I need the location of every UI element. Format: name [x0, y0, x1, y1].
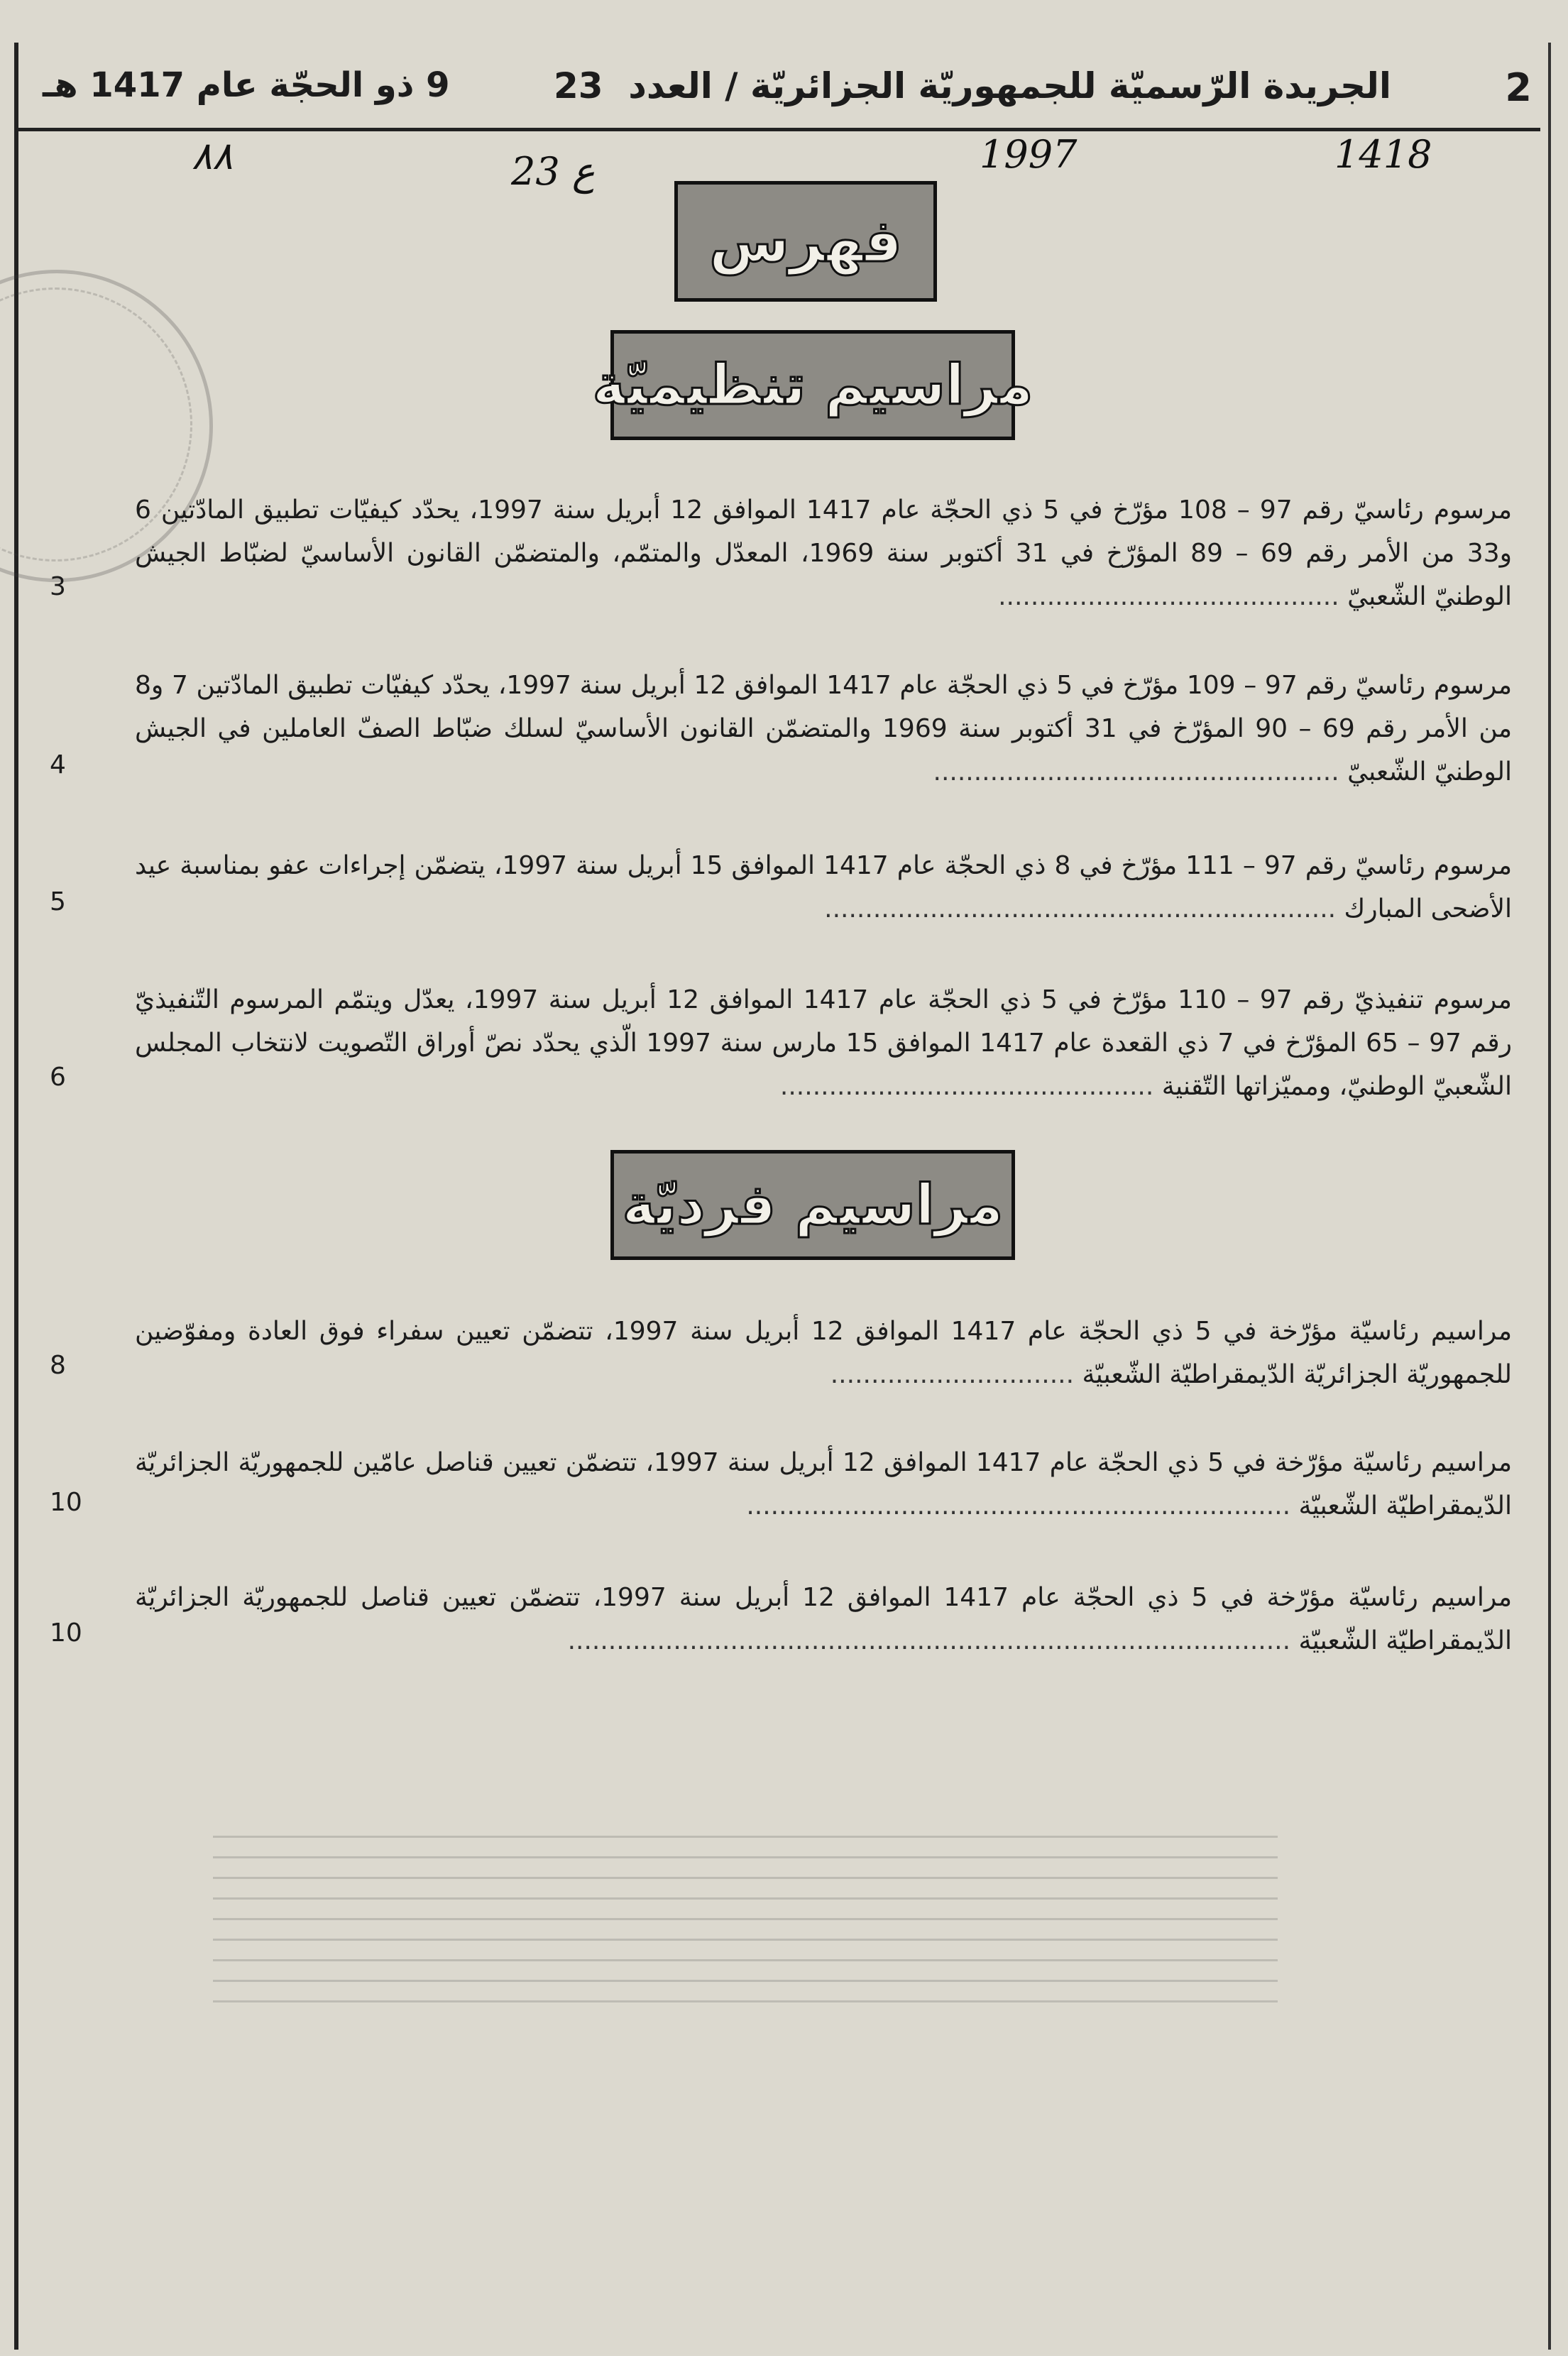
bleed-through-texture — [213, 1817, 1278, 2158]
toc-entry-page: 5 — [50, 887, 66, 916]
toc-entry[interactable]: مرسوم تنفيذيّ رقم 97 – 110 مؤرّخ في 5 ذي الحجّة عام 1417 الموافق 12 أبريل سنة 1997، يعدّل ويتمّم المرسوم التّنفيذيّ رقم 97 – 65 المؤرّخ في 7 ذي القعدة عام 1417 الموافق 15 مارس سنة 1997 الّذي يحدّد نصّ أوراق التّصويت لانتخاب المجلس الشّعبيّ الوطنيّ، ومميّزاتها التّقنية .............................................. — [135, 985, 1513, 1101]
toc-entry[interactable]: مرسوم رئاسيّ رقم 97 – 109 مؤرّخ في 5 ذي الحجّة عام 1417 الموافق 12 أبريل سنة 1997، يحدّد كيفيّات تطبيق المادّتين 7 و8 من الأمر رقم 69 – 90 المؤرّخ في 31 أكتوبر سنة 1969 والمتضمّن القانون الأساسيّ لسلك ضبّاط الصفّ العاملين في الجيش الوطنيّ الشّعبيّ .................................................. — [135, 671, 1513, 787]
toc-entry-page: 10 — [50, 1618, 82, 1648]
header-date: 9 ذو الحجّة عام 1417 هـ — [43, 65, 450, 105]
header-title: الجريدة الرّسميّة للجمهوريّة الجزائريّة / العدد — [628, 65, 1391, 106]
section-title-individual: مراسيم فرديّة — [622, 1173, 1004, 1237]
toc-entry-text: مرسوم رئاسيّ رقم 97 – 108 مؤرّخ في 5 ذي الحجّة عام 1417 الموافق 12 أبريل سنة 1997، يحدّد كيفيّات تطبيق المادّتين 6 و33 من الأمر رقم 69 – 89 المؤرّخ في 31 أكتوبر سنة 1969، المعدّل والمتمّم، والمتضمّن القانون الأساسيّ لضبّاط الجيش الوطنيّ الشّعبيّ — [135, 495, 1513, 611]
toc-entry-text: مراسيم رئاسيّة مؤرّخة في 5 ذي الحجّة عام 1417 الموافق 12 أبريل سنة 1997، تتضمّن تعيين سفراء فوق العادة ومفوّضين للجمهوريّة الجزائريّة الدّيمقراطيّة الشّعبيّة — [135, 1317, 1513, 1389]
toc-entry-text: مرسوم رئاسيّ رقم 97 – 109 مؤرّخ في 5 ذي الحجّة عام 1417 الموافق 12 أبريل سنة 1997، يحدّد كيفيّات تطبيق المادّتين 7 و8 من الأمر رقم 69 – 90 المؤرّخ في 31 أكتوبر سنة 1969 والمتضمّن القانون الأساسيّ لسلك ضبّاط الصفّ العاملين في الجيش الوطنيّ الشّعبيّ — [135, 671, 1513, 787]
index-title-box — [674, 181, 937, 302]
handwritten-ref: ٨٨ — [192, 133, 234, 178]
header-page-number: 2 — [1505, 65, 1532, 110]
toc-entry[interactable]: مراسيم رئاسيّة مؤرّخة في 5 ذي الحجّة عام 1417 الموافق 12 أبريل سنة 1997، تتضمّن تعيين سفراء فوق العادة ومفوّضين للجمهوريّة الجزائريّة الدّيمقراطيّة الشّعبيّة .............................. — [135, 1317, 1513, 1389]
toc-entry-page: 3 — [50, 572, 66, 601]
header-issue-number: 23 — [554, 65, 603, 106]
toc-entry[interactable]: مراسيم رئاسيّة مؤرّخة في 5 ذي الحجّة عام 1417 الموافق 12 أبريل سنة 1997، تتضمّن تعيين قناصل للجمهوريّة الجزائريّة الدّيمقراطيّة الشّعبيّة ......................................................................................... — [135, 1583, 1512, 1655]
toc-entry-page: 10 — [50, 1488, 82, 1517]
toc-entry-text: مراسيم رئاسيّة مؤرّخة في 5 ذي الحجّة عام 1417 الموافق 12 أبريل سنة 1997، تتضمّن تعيين قناصل عامّين للجمهوريّة الجزائريّة الدّيمقراطيّة الشّعبيّة — [135, 1448, 1513, 1521]
section-title-regulatory: مراسيم تنظيميّة — [592, 353, 1034, 417]
toc-entry[interactable]: مراسيم رئاسيّة مؤرّخة في 5 ذي الحجّة عام 1417 الموافق 12 أبريل سنة 1997، تتضمّن تعيين قناصل عامّين للجمهوريّة الجزائريّة الدّيمقراطيّة الشّعبيّة ................................................................... — [135, 1448, 1513, 1521]
section-title-box — [592, 330, 1034, 440]
gazette-header — [14, 50, 1540, 131]
index-title: فهرس — [709, 207, 902, 275]
toc-entry-text: مرسوم رئاسيّ رقم 97 – 111 مؤرّخ في 8 ذي الحجّة عام 1417 الموافق 15 أبريل سنة 1997، يتضمّن إجراءات عفو بمناسبة عيد الأضحى المبارك — [135, 851, 1513, 924]
handwritten-year-hijri: 1418 — [1334, 132, 1432, 177]
toc-entry[interactable]: مرسوم رئاسيّ رقم 97 – 111 مؤرّخ في 8 ذي الحجّة عام 1417 الموافق 15 أبريل سنة 1997، يتضمّن إجراءات عفو بمناسبة عيد الأضحى المبارك ............................................................... — [135, 851, 1513, 924]
toc-entry-page: 4 — [50, 750, 66, 779]
handwritten-issue: 23 ع — [511, 149, 596, 194]
toc-entry[interactable]: مرسوم رئاسيّ رقم 97 – 108 مؤرّخ في 5 ذي الحجّة عام 1417 الموافق 12 أبريل سنة 1997، يحدّد كيفيّات تطبيق المادّتين 6 و33 من الأمر رقم 69 – 89 المؤرّخ في 31 أكتوبر سنة 1969، المعدّل والمتمّم، والمتضمّن القانون الأساسيّ لضبّاط الجيش الوطنيّ الشّعبيّ .......................................... — [135, 495, 1513, 611]
section-title-box — [610, 1150, 1015, 1260]
toc-entry-text: مرسوم تنفيذيّ رقم 97 – 110 مؤرّخ في 5 ذي الحجّة عام 1417 الموافق 12 أبريل سنة 1997، يعدّل ويتمّم المرسوم التّنفيذيّ رقم 97 – 65 المؤرّخ في 7 ذي القعدة عام 1417 الموافق 15 مارس سنة 1997 الّذي يحدّد نصّ أوراق التّصويت لانتخاب المجلس الشّعبيّ الوطنيّ، ومميّزاتها التّقنية — [135, 985, 1513, 1101]
handwritten-year-gregorian: 1997 — [980, 132, 1078, 177]
toc-entry-text: مراسيم رئاسيّة مؤرّخة في 5 ذي الحجّة عام 1417 الموافق 12 أبريل سنة 1997، تتضمّن تعيين قناصل للجمهوريّة الجزائريّة الدّيمقراطيّة الشّعبيّة — [135, 1583, 1512, 1655]
toc-entry-page: 6 — [50, 1063, 66, 1092]
toc-entry-page: 8 — [50, 1351, 66, 1380]
